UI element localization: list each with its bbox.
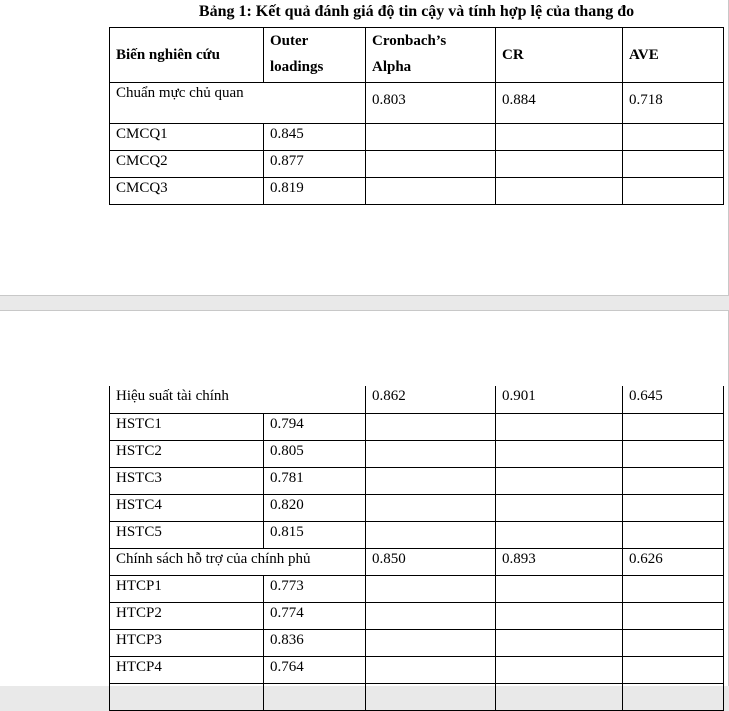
table-row xyxy=(110,178,724,205)
item-loading: 0.781 xyxy=(264,467,366,494)
group-ave: 0.626 xyxy=(623,548,724,575)
item-code: HTCP2 xyxy=(110,602,264,629)
group-cr: 0.901 xyxy=(496,386,623,413)
group-row xyxy=(110,548,724,575)
table-header-row xyxy=(110,28,724,83)
item-loading: 0.845 xyxy=(264,124,366,151)
header-variable: Biến nghiên cứu xyxy=(110,28,264,83)
item-code: HSTC4 xyxy=(110,494,264,521)
table-row xyxy=(110,151,724,178)
item-loading: 0.794 xyxy=(264,413,366,440)
item-code: HTCP3 xyxy=(110,629,264,656)
table-caption: Bảng 1: Kết quả đánh giá độ tin cậy và tính hợp lệ của thang đo xyxy=(198,3,635,20)
group-cr: 0.884 xyxy=(496,83,623,124)
item-code: CMCQ1 xyxy=(110,124,264,151)
item-code: CMCQ3 xyxy=(110,178,264,205)
header-cr: CR xyxy=(496,28,623,83)
group-ave: 0.645 xyxy=(623,386,724,413)
table-row xyxy=(110,440,724,467)
table-row xyxy=(110,413,724,440)
item-loading: 0.774 xyxy=(264,602,366,629)
reliability-table-part-2 xyxy=(109,386,724,711)
group-name: Chuẩn mực chủ quan xyxy=(110,83,366,124)
item-code: HTCP4 xyxy=(110,656,264,683)
group-alpha: 0.862 xyxy=(366,386,496,413)
item-code: HSTC3 xyxy=(110,467,264,494)
item-loading: 0.820 xyxy=(264,494,366,521)
table-row xyxy=(110,494,724,521)
item-code: HSTC1 xyxy=(110,413,264,440)
item-code: HTCP1 xyxy=(110,575,264,602)
item-code: HSTC2 xyxy=(110,440,264,467)
reliability-table-part-1 xyxy=(109,27,724,205)
item-loading: 0.836 xyxy=(264,629,366,656)
table-row xyxy=(110,683,724,710)
group-alpha: 0.850 xyxy=(366,548,496,575)
group-alpha: 0.803 xyxy=(366,83,496,124)
table-row xyxy=(110,629,724,656)
header-loadings: Outer loadings xyxy=(264,28,366,83)
group-row xyxy=(110,83,724,124)
item-loading: 0.815 xyxy=(264,521,366,548)
table-row xyxy=(110,124,724,151)
item-loading: 0.773 xyxy=(264,575,366,602)
group-cr: 0.893 xyxy=(496,548,623,575)
table-row xyxy=(110,575,724,602)
group-row xyxy=(110,386,724,413)
table-row xyxy=(110,467,724,494)
table-row xyxy=(110,602,724,629)
table-row xyxy=(110,656,724,683)
item-code: HSTC5 xyxy=(110,521,264,548)
item-loading: 0.764 xyxy=(264,656,366,683)
item-code: CMCQ2 xyxy=(110,151,264,178)
header-ave: AVE xyxy=(623,28,724,83)
group-name: Hiệu suất tài chính xyxy=(110,386,366,413)
item-loading: 0.805 xyxy=(264,440,366,467)
header-alpha: Cronbach’s Alpha xyxy=(366,28,496,83)
table-row xyxy=(110,521,724,548)
group-ave: 0.718 xyxy=(623,83,724,124)
item-loading: 0.877 xyxy=(264,151,366,178)
item-loading: 0.819 xyxy=(264,178,366,205)
group-name: Chính sách hỗ trợ của chính phủ xyxy=(110,548,366,575)
